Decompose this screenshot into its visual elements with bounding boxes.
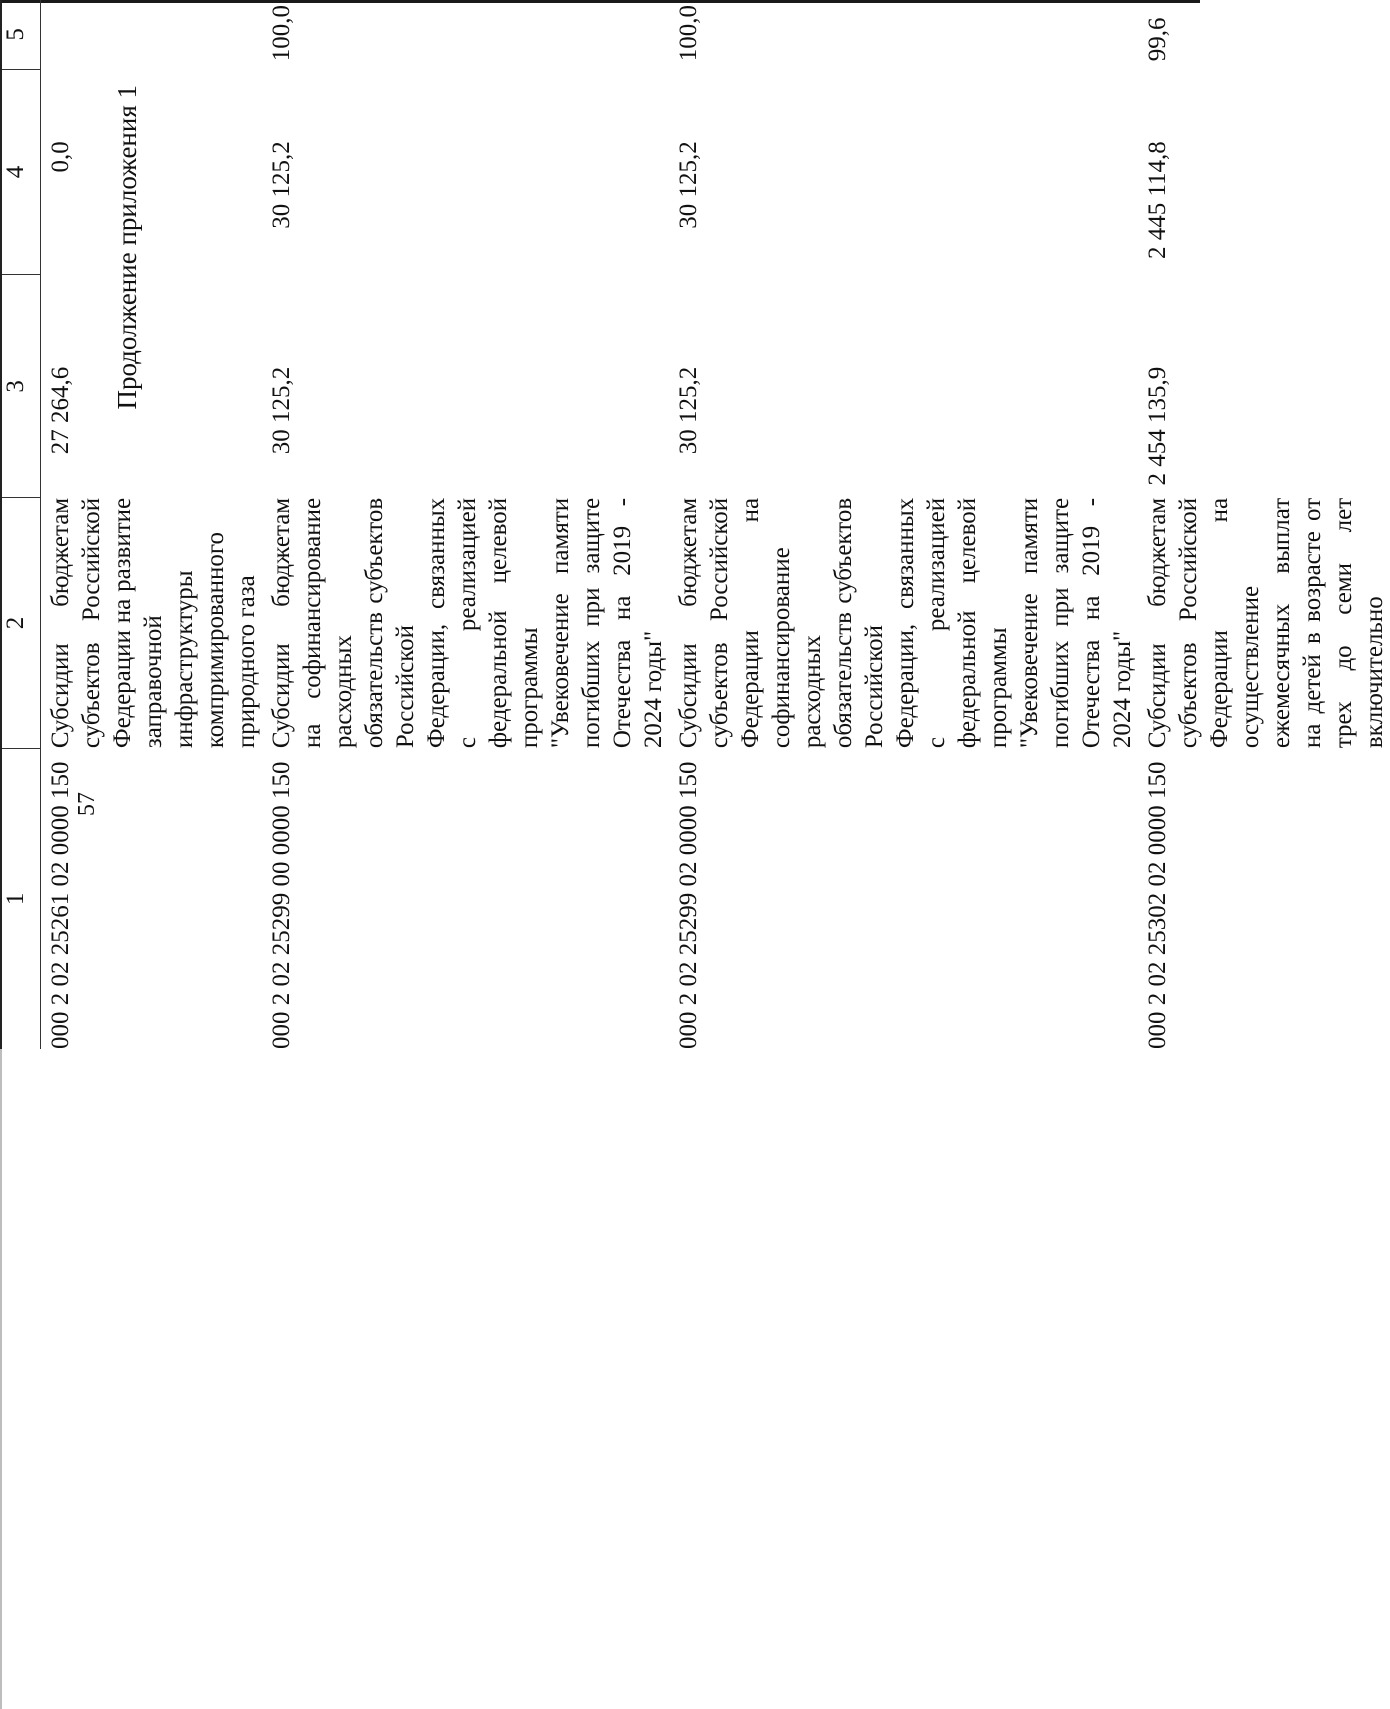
value-col-4: 30 125,2 — [268, 141, 295, 229]
value-col-5: 100,0 — [675, 4, 702, 62]
header-col-5: 5 — [1, 0, 41, 69]
header-col-2: 2 — [1, 498, 41, 748]
value-col-3: 27 264,6 — [47, 366, 74, 455]
value-col-3: 2 454 135,9 — [1144, 366, 1171, 486]
page-number: 57 — [74, 792, 100, 816]
description: Субсидии бюджетам субъектов Российской Федерации на развитие заправочной инфраструктуры компримированного природного газа — [47, 497, 260, 749]
table-row — [669, 0, 1138, 1049]
table-header-row — [1, 0, 41, 1049]
budget-code: 000 2 02 25302 02 0000 150 — [1144, 761, 1171, 1049]
table-row — [41, 0, 263, 1049]
value-col-4: 2 445 114,8 — [1144, 141, 1171, 260]
table-row — [262, 0, 669, 1049]
header-col-1: 1 — [1, 748, 41, 1049]
description: Субсидии бюджетам субъектов Российской Федерации на осуществление ежемесячных выплат на детей в возрасте от трех до семи лет включительно — [1144, 497, 1388, 749]
description: Субсидии бюджетам субъектов Российской Федерации на софинансирование расходных обязательств субъектов Российской Федерации, связанных с реализацией федеральной целевой программы "Увековечение памяти погибших при защите Отечества на 2019 - 2024 годы" — [675, 497, 1136, 749]
description: Субсидии бюджетам на софинансирование расходных обязательств субъектов Российской Федерации, связанных с реализацией федеральной целевой программы "Увековечение памяти погибших при защите Отечества на 2019 - 2024 годы" — [268, 497, 667, 749]
header-col-3: 3 — [1, 275, 41, 498]
value-col-3: 30 125,2 — [268, 366, 295, 455]
value-col-4: 0,0 — [47, 141, 74, 173]
value-col-3: 30 125,2 — [675, 366, 702, 455]
value-col-5 — [41, 0, 263, 69]
budget-code: 000 2 02 25261 02 0000 150 — [47, 761, 74, 1049]
value-col-4: 30 125,2 — [675, 141, 702, 229]
budget-code: 000 2 02 25299 02 0000 150 — [675, 761, 702, 1049]
value-col-5: 99,6 — [1144, 17, 1171, 62]
header-col-4: 4 — [1, 69, 41, 275]
table-row — [1138, 0, 1390, 1049]
continuation-heading: Продолжение приложения 1 — [112, 85, 142, 410]
budget-code: 000 2 02 25299 00 0000 150 — [268, 761, 295, 1049]
value-col-5: 100,0 — [268, 4, 295, 62]
